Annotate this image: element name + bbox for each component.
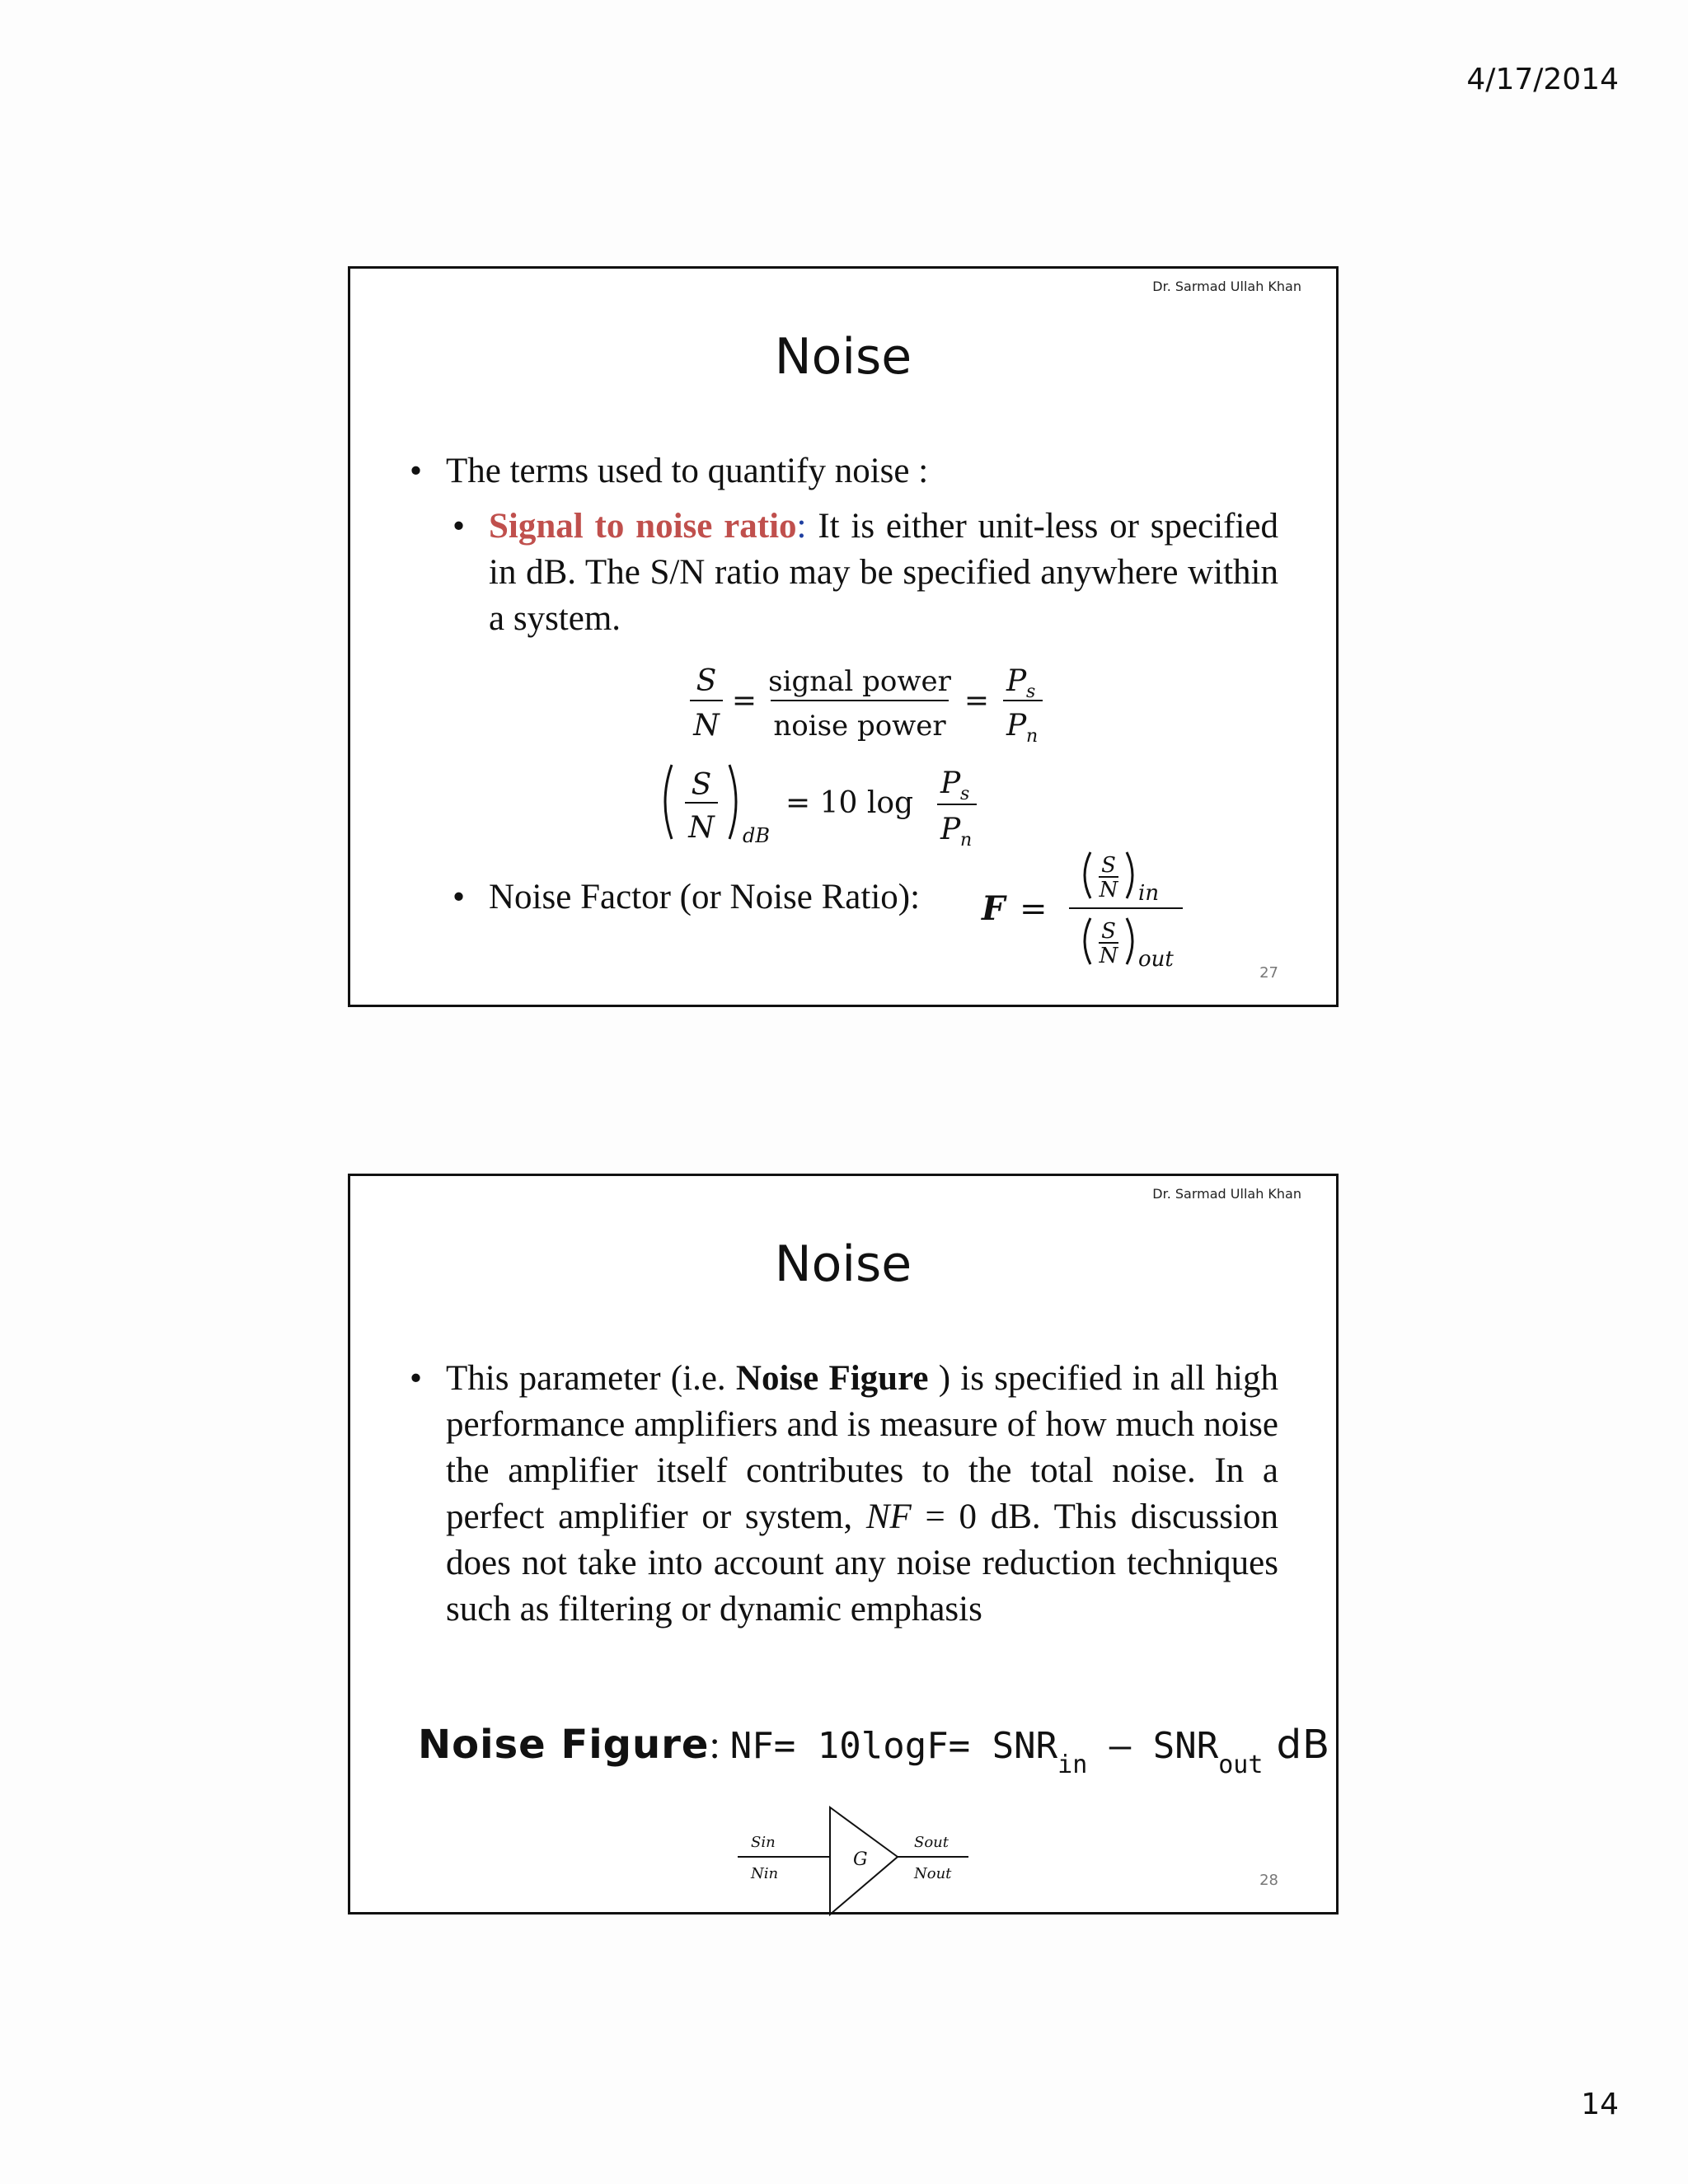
noise-factor-text: Noise Factor (or Noise Ratio): [489,878,921,916]
bullet-text: The terms used to quantify noise : [446,452,929,490]
eq-sub-s: s [960,784,970,804]
nf-unit: dB [1263,1722,1331,1768]
slide-author: Dr. Sarmad Ullah Khan [1152,279,1301,294]
para-text: = 0 dB. This discussion does not take into account any noise reduction techniques such as filtering or dynamic emphasis [446,1497,1278,1629]
eq-n: N [688,811,715,845]
eq-equals: = [964,684,990,718]
eq-p: P [940,766,961,800]
snr-equation [680,656,1076,747]
eq-sub-s: s [1026,682,1036,702]
bullet-dot: • [452,507,466,546]
slide-28 [348,1174,1339,1915]
nf-sub-in: in [1057,1750,1088,1779]
paren-right [1127,852,1132,898]
bullet-noise-figure [410,1356,1278,1633]
slide-author: Dr. Sarmad Ullah Khan [1152,1186,1301,1202]
amp-nout: Nout [914,1865,952,1882]
nf-label: Noise Figure [418,1722,710,1768]
bullet-dot: • [410,452,423,490]
eq-p: P [1006,709,1027,743]
page-number: 14 [1581,2088,1619,2121]
eq-signal-power: signal power [768,665,951,698]
paren-right [1127,918,1132,964]
eq-noise-power: noise power [773,710,946,743]
noise-factor-equation [977,844,1240,968]
factor-s: S [1101,853,1116,878]
snr-colon: : [796,507,807,546]
bullet-dot: • [410,1359,423,1398]
nf-minus: – SNR [1087,1725,1219,1767]
noise-figure-formula [418,1722,1331,1779]
bullet-snr [452,504,1278,642]
para-nf: NF [865,1497,912,1536]
snr-term: Signal to noise ratio [489,507,797,546]
factor-equals: = [1020,890,1048,928]
snr-db-equation [655,757,1001,855]
eq-s: S [691,768,712,802]
factor-in: in [1138,881,1160,906]
snr-description: It is either unit-less or specified in dB. The S/N ratio may be specified anywhere within a system. [489,507,1278,638]
amp-nin: Nin [751,1865,779,1882]
nf-expression: NF= 10logF= SNR [729,1725,1058,1767]
amp-gain: G [853,1849,868,1870]
factor-s: S [1101,919,1116,944]
paren-left [1085,918,1090,964]
eq-n: N [693,709,720,743]
para-text: ) is specified in all high performance amplifiers and is measure of how much noise the amplifier itself contributes to the total noise. In a perfect amplifier or system, [446,1359,1278,1536]
slide-title: Noise [774,328,912,386]
factor-n: N [1099,944,1118,968]
page-date: 4/17/2014 [1466,63,1619,96]
factor-f: F [982,889,1006,928]
eq-sub-n: n [960,830,973,851]
amp-sin: Sin [751,1834,776,1851]
eq-s: S [696,664,717,698]
eq-rhs: = 10 log [785,786,914,820]
eq-db: dB [743,824,770,847]
paren-right [729,765,736,839]
eq-sub-n: n [1026,726,1039,747]
slide-27 [348,266,1339,1007]
factor-n: N [1099,878,1118,902]
slide-title: Noise [774,1235,912,1293]
amp-sout: Sout [914,1834,949,1851]
bullet-dot: • [452,878,466,916]
slide-number: 28 [1259,1872,1278,1889]
slide-number: 27 [1259,964,1278,982]
nf-colon: : [709,1723,720,1767]
eq-p: P [1006,664,1027,698]
nf-sub-out: out [1218,1750,1264,1779]
bullet-noise-factor [452,874,983,921]
amplifier-diagram [729,1802,977,1926]
factor-out: out [1138,947,1174,968]
paren-left [1085,852,1090,898]
eq-equals: = [731,684,757,718]
eq-p: P [940,813,961,846]
para-text: This parameter (i.e. [446,1359,736,1398]
bullet-terms [410,448,1270,494]
paren-left [665,765,672,839]
para-bold-term: Noise Figure [735,1359,929,1398]
